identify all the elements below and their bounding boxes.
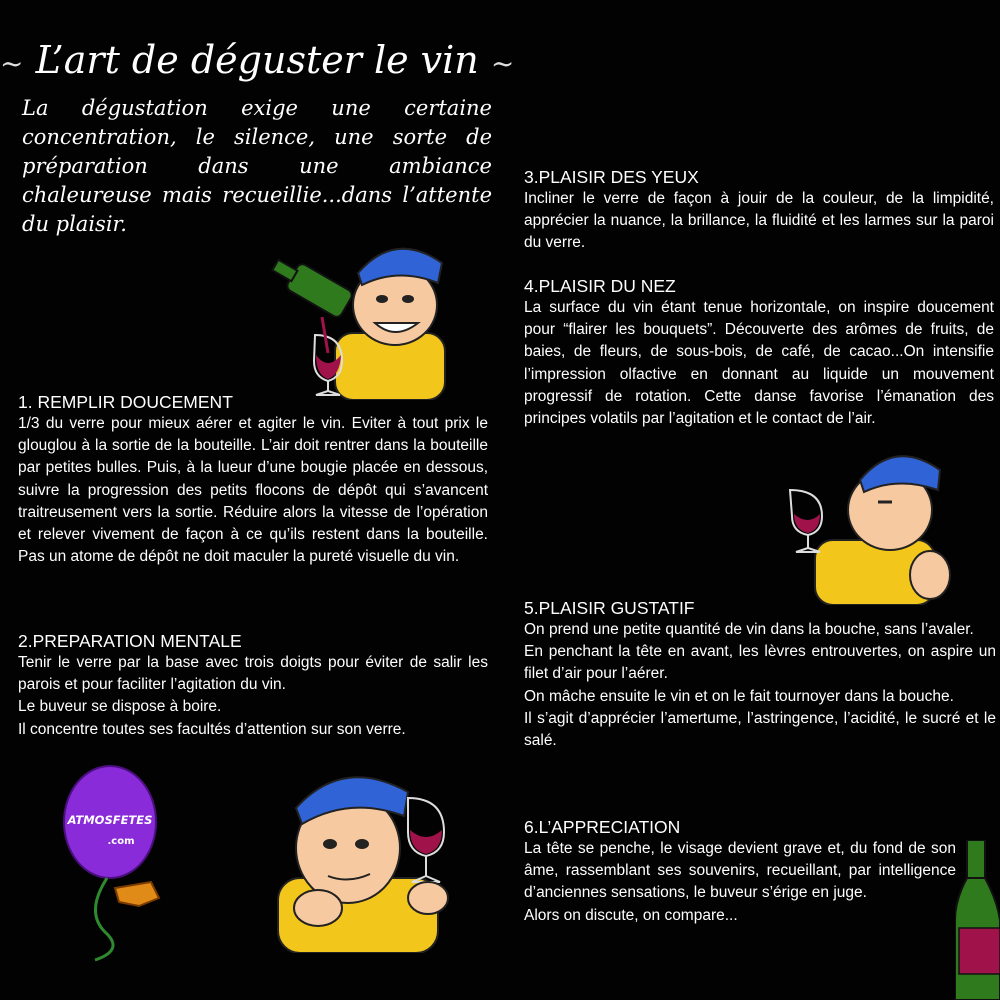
section-remplir [18,391,488,568]
section-heading: 6.L’APPRECIATION [524,817,681,837]
thinking-man-illustration [258,748,480,953]
section-paragraph: Incliner le verre de façon à jouir de la couleur, de la limpidité, apprécier la nuance, la brillance, la fluidité et les larmes sur la paroi du verre. [524,190,994,252]
section-heading: 5.PLAISIR GUSTATIF [524,598,695,618]
section-paragraph: Il concentre toutes ses facultés d’attention sur son verre. [18,720,406,738]
section-yeux [524,166,994,255]
pouring-man-illustration [270,225,475,400]
section-heading: 2.PREPARATION MENTALE [18,631,242,651]
left-swirl-ornament: ~ [0,47,24,80]
bottle-label [959,928,1000,974]
section-paragraph: La tête se penche, le visage devient grave et, du fond de son âme, rassemblant ses souvenirs, recueillant, par intelligence d’anciennes sensations, le buveur s’érige en juge. [524,840,956,902]
atmosfetes-balloon-logo [55,762,180,962]
section-paragraph: Alors on discute, on compare... [524,906,738,924]
intro-text: La dégustation exige une certaine concentration, le silence, une sorte de préparation dans une ambiance chaleureuse mais recueillie...dans l’attente du plaisir. [22,96,492,236]
section-paragraph: Il s’agit d’apprécier l’amertume, l’astringence, l’acidité, le sucré et le salé. [524,709,996,750]
section-heading: 4.PLAISIR DU NEZ [524,276,676,296]
section-appreciation [524,816,956,927]
section-paragraph: La surface du vin étant tenue horizontale, on inspire doucement pour “flairer les bouquets”. Découverte des arômes de fruits, de baies, de fleurs, de sous-bois, de café, de cacao...On intensifie l’impression olfactive en donnant au liquide un mouvement progressif de rotation. Cette danse favorise l’émanation des principes volatils par l’agitation et le contact de l’air. [524,299,994,428]
chin-hand [294,890,342,926]
right-eye [355,839,369,849]
section-paragraph: On prend une petite quantité de vin dans la bouche, sans l’avaler. [524,621,974,638]
section-heading: 3.PLAISIR DES YEUX [524,167,699,187]
raised-hand [910,551,950,599]
wine-bottle-icon [270,252,354,319]
page-title [0,38,515,82]
right-swirl-ornament: ~ [490,47,515,80]
sniffing-man-illustration [780,440,960,605]
section-nez [524,275,994,430]
wine-bottle-icon [955,840,1000,1000]
balloon-tld: .com [107,836,135,847]
section-gustatif [524,597,996,752]
section-paragraph: En penchant la tête en avant, les lèvres entrouvertes, on aspire un filet d’air pour l’aérer. [524,643,996,683]
left-eye [323,839,337,849]
left-eye [376,295,388,303]
section-paragraph: Le buveur se dispose à boire. [18,698,222,716]
glass-hand [408,882,448,914]
section-paragraph: 1/3 du verre pour mieux aérer et agiter le vin. Eviter à tout prix le glouglou à la sortie de la bouteille. L’air doit rentrer dans la bouteille par petites bulles. Puis, à la lueur d’une bougie placée en dessous, suivre la progression des petits flocons de dépôt qui s’avancent traitreusement vers la sortie. Réduire alors la vitesse de l’opération et relever vivement de façon à ce qu’ils restent dans la bouteille. Pas un atome de dépôt ne doit maculer la pureté visuelle du vin. [18,415,488,566]
section-heading: 1. REMPLIR DOUCEMENT [18,392,233,412]
section-preparation [18,630,488,741]
section-paragraph: On mâche ensuite le vin et on le fait tournoyer dans la bouche. [524,687,954,705]
right-eye [402,295,414,303]
party-mask-icon [115,882,159,906]
title-text: L’art de déguster le vin [35,38,479,82]
balloon-brand: ATMOSFETES [67,813,153,827]
section-paragraph: Tenir le verre par la base avec trois doigts pour éviter de salir les parois et pour faciliter l’agitation du vin. [18,654,488,694]
balloon-ribbon [95,878,113,960]
bottle-neck [967,840,985,880]
